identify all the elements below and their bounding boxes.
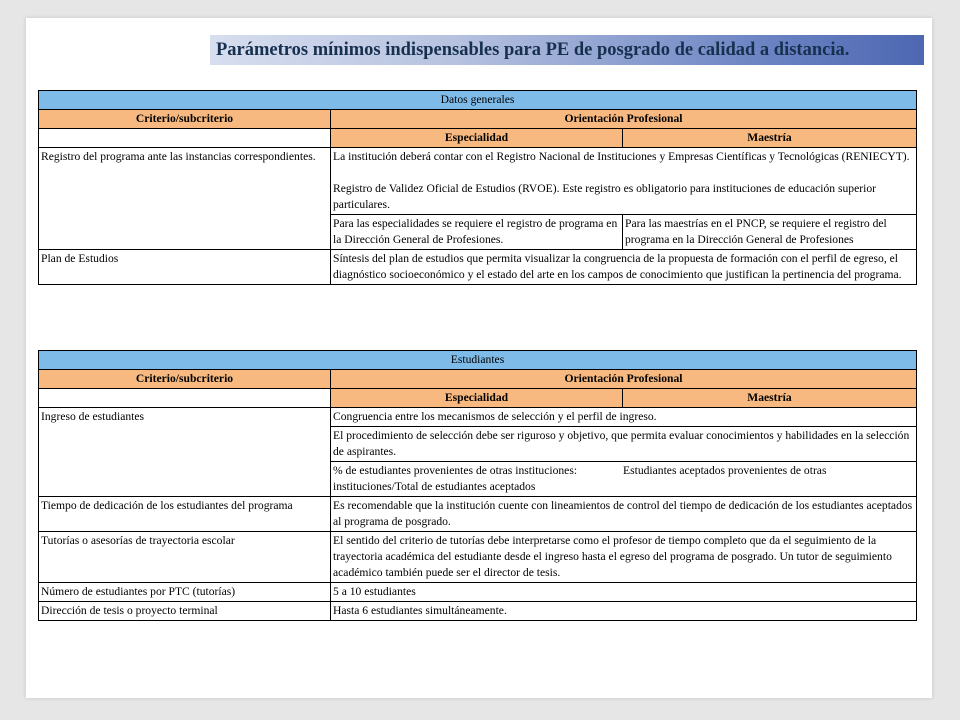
content-text: La institución deberá contar con el Registro Nacional de Instituciones y Empresas Científicas y Tecnológicas (RENIECYT).	[333, 150, 910, 163]
table-row	[39, 532, 917, 583]
subheader-row	[39, 129, 917, 148]
content-cell: Hasta 6 estudiantes simultáneamente.	[331, 602, 917, 621]
page-title: Parámetros mínimos indispensables para PE de posgrado de calidad a distancia.	[216, 39, 850, 60]
criterio-cell: Tiempo de dedicación de los estudiantes del programa	[39, 497, 331, 532]
datos-generales-table	[38, 90, 917, 285]
section-header-row	[39, 351, 917, 370]
content-cell: 5 a 10 estudiantes	[331, 583, 917, 602]
column-header-especialidad: Especialidad	[331, 129, 623, 148]
content-text: Estudiantes aceptados provenientes de otras	[623, 464, 827, 477]
column-header-orientacion: Orientación Profesional	[331, 110, 917, 129]
blank-cell	[39, 389, 331, 408]
content-cell: El sentido del criterio de tutorías debe interpretarse como el profesor de tiempo completo que da el seguimiento de la trayectoria académica del estudiante desde el ingreso hasta el egreso del programa de posgrado. Un tutor de seguimiento académico también puede ser el director de tesis.	[331, 532, 917, 583]
column-header-row	[39, 370, 917, 389]
table-row	[39, 250, 917, 285]
column-header-maestria: Maestría	[623, 129, 917, 148]
content-cell	[331, 462, 917, 497]
column-header-criterio: Criterio/subcriterio	[39, 110, 331, 129]
title-banner	[210, 35, 924, 65]
criterio-cell: Ingreso de estudiantes	[39, 408, 331, 497]
table-row	[39, 583, 917, 602]
section-title: Estudiantes	[39, 351, 917, 370]
table-row	[39, 497, 917, 532]
section-header-row	[39, 91, 917, 110]
criterio-cell: Dirección de tesis o proyecto terminal	[39, 602, 331, 621]
content-cell: Síntesis del plan de estudios que permita visualizar la congruencia de la propuesta de formación con el perfil de egreso, el diagnóstico socioeconómico y el estado del arte en los campos de conocimiento que justifican la pertinencia del programa.	[331, 250, 917, 285]
estudiantes-table	[38, 350, 917, 621]
content-text: % de estudiantes provenientes de otras instituciones:	[333, 464, 578, 477]
column-header-row	[39, 110, 917, 129]
content-cell: Congruencia entre los mecanismos de selección y el perfil de ingreso.	[331, 408, 917, 427]
content-text: instituciones/Total de estudiantes aceptados	[333, 480, 536, 493]
content-cell	[331, 148, 917, 215]
table-row	[39, 148, 917, 215]
table-row	[39, 408, 917, 427]
column-header-criterio: Criterio/subcriterio	[39, 370, 331, 389]
criterio-cell: Plan de Estudios	[39, 250, 331, 285]
criterio-cell: Número de estudiantes por PTC (tutorías)	[39, 583, 331, 602]
section-title: Datos generales	[39, 91, 917, 110]
criterio-cell: Registro del programa ante las instancias correspondientes.	[39, 148, 331, 250]
content-cell: Es recomendable que la institución cuente con lineamientos de control del tiempo de dedicación de los estudiantes aceptados al programa de posgrado.	[331, 497, 917, 532]
column-header-orientacion: Orientación Profesional	[331, 370, 917, 389]
column-header-maestria: Maestría	[623, 389, 917, 408]
blank-cell	[39, 129, 331, 148]
subheader-row	[39, 389, 917, 408]
criterio-cell: Tutorías o asesorías de trayectoria escolar	[39, 532, 331, 583]
table-row	[39, 602, 917, 621]
column-header-especialidad: Especialidad	[331, 389, 623, 408]
especialidad-cell: Para las especialidades se requiere el registro de programa en la Dirección General de Profesiones.	[331, 215, 623, 250]
maestria-cell: Para las maestrías en el PNCP, se requiere el registro del programa en la Dirección General de Profesiones	[623, 215, 917, 250]
content-text: Registro de Validez Oficial de Estudios (RVOE). Este registro es obligatorio para instituciones de educación superior particulares.	[333, 182, 876, 211]
content-cell: El procedimiento de selección debe ser riguroso y objetivo, que permita evaluar conocimientos y habilidades en la selección de aspirantes.	[331, 427, 917, 462]
